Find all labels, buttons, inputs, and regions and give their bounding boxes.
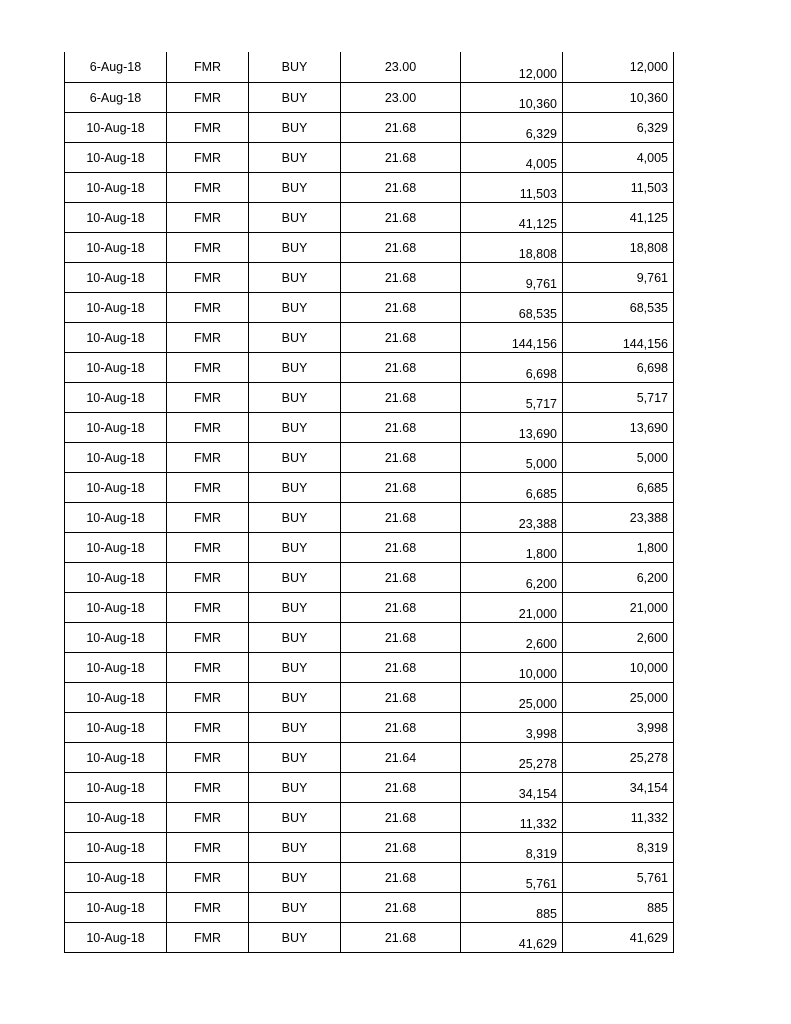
price-cell: 21.68	[341, 532, 461, 562]
transaction-type-cell: BUY	[249, 472, 341, 502]
transaction-type-cell: BUY	[249, 742, 341, 772]
total-cell: 8,319	[563, 832, 674, 862]
total-cell: 5,000	[563, 442, 674, 472]
table-row	[65, 922, 674, 952]
total-cell: 25,000	[563, 682, 674, 712]
quantity-cell: 6,329	[461, 112, 563, 142]
price-cell: 21.68	[341, 262, 461, 292]
entity-cell: FMR	[167, 922, 249, 952]
price-cell: 21.68	[341, 772, 461, 802]
quantity-cell: 9,761	[461, 262, 563, 292]
transaction-type-cell: BUY	[249, 532, 341, 562]
table-row	[65, 532, 674, 562]
entity-cell: FMR	[167, 742, 249, 772]
transaction-type-cell: BUY	[249, 832, 341, 862]
quantity-cell: 12,000	[461, 52, 563, 82]
quantity-cell: 2,600	[461, 622, 563, 652]
entity-cell: FMR	[167, 532, 249, 562]
transaction-type-cell: BUY	[249, 442, 341, 472]
trade-date-cell: 10-Aug-18	[65, 622, 167, 652]
transaction-type-cell: BUY	[249, 622, 341, 652]
transaction-type-cell: BUY	[249, 892, 341, 922]
trade-date-cell: 10-Aug-18	[65, 292, 167, 322]
price-cell: 21.68	[341, 382, 461, 412]
total-cell: 10,000	[563, 652, 674, 682]
quantity-cell: 23,388	[461, 502, 563, 532]
quantity-cell: 144,156	[461, 322, 563, 352]
trade-date-cell: 6-Aug-18	[65, 52, 167, 82]
price-cell: 21.68	[341, 232, 461, 262]
quantity-cell: 5,717	[461, 382, 563, 412]
total-cell: 68,535	[563, 292, 674, 322]
total-cell: 21,000	[563, 592, 674, 622]
table-row	[65, 592, 674, 622]
entity-cell: FMR	[167, 592, 249, 622]
total-cell: 13,690	[563, 412, 674, 442]
entity-cell: FMR	[167, 892, 249, 922]
price-cell: 21.68	[341, 712, 461, 742]
price-cell: 21.68	[341, 442, 461, 472]
entity-cell: FMR	[167, 772, 249, 802]
price-cell: 21.68	[341, 412, 461, 442]
quantity-cell: 68,535	[461, 292, 563, 322]
trade-date-cell: 10-Aug-18	[65, 112, 167, 142]
price-cell: 21.68	[341, 922, 461, 952]
table-row	[65, 142, 674, 172]
entity-cell: FMR	[167, 682, 249, 712]
quantity-cell: 10,360	[461, 82, 563, 112]
price-cell: 21.68	[341, 862, 461, 892]
entity-cell: FMR	[167, 232, 249, 262]
entity-cell: FMR	[167, 82, 249, 112]
price-cell: 21.68	[341, 142, 461, 172]
entity-cell: FMR	[167, 832, 249, 862]
table-row	[65, 112, 674, 142]
transaction-type-cell: BUY	[249, 292, 341, 322]
quantity-cell: 13,690	[461, 412, 563, 442]
total-cell: 11,332	[563, 802, 674, 832]
price-cell: 21.68	[341, 202, 461, 232]
total-cell: 25,278	[563, 742, 674, 772]
trade-date-cell: 6-Aug-18	[65, 82, 167, 112]
total-cell: 2,600	[563, 622, 674, 652]
transaction-type-cell: BUY	[249, 922, 341, 952]
quantity-cell: 5,000	[461, 442, 563, 472]
quantity-cell: 21,000	[461, 592, 563, 622]
total-cell: 23,388	[563, 502, 674, 532]
total-cell: 4,005	[563, 142, 674, 172]
quantity-cell: 1,800	[461, 532, 563, 562]
transactions-table-body	[65, 52, 674, 952]
table-row	[65, 232, 674, 262]
trade-date-cell: 10-Aug-18	[65, 142, 167, 172]
quantity-cell: 11,332	[461, 802, 563, 832]
entity-cell: FMR	[167, 562, 249, 592]
entity-cell: FMR	[167, 502, 249, 532]
table-row	[65, 202, 674, 232]
entity-cell: FMR	[167, 262, 249, 292]
price-cell: 23.00	[341, 82, 461, 112]
table-row	[65, 862, 674, 892]
transaction-type-cell: BUY	[249, 862, 341, 892]
trade-date-cell: 10-Aug-18	[65, 712, 167, 742]
trade-date-cell: 10-Aug-18	[65, 172, 167, 202]
trade-date-cell: 10-Aug-18	[65, 232, 167, 262]
quantity-cell: 41,629	[461, 922, 563, 952]
price-cell: 21.68	[341, 562, 461, 592]
total-cell: 41,629	[563, 922, 674, 952]
entity-cell: FMR	[167, 802, 249, 832]
table-row	[65, 412, 674, 442]
entity-cell: FMR	[167, 352, 249, 382]
transaction-type-cell: BUY	[249, 712, 341, 742]
table-row	[65, 562, 674, 592]
entity-cell: FMR	[167, 442, 249, 472]
price-cell: 21.68	[341, 802, 461, 832]
price-cell: 21.68	[341, 892, 461, 922]
entity-cell: FMR	[167, 292, 249, 322]
trade-date-cell: 10-Aug-18	[65, 502, 167, 532]
table-row	[65, 442, 674, 472]
transaction-type-cell: BUY	[249, 202, 341, 232]
quantity-cell: 885	[461, 892, 563, 922]
table-row	[65, 772, 674, 802]
table-row	[65, 322, 674, 352]
transaction-type-cell: BUY	[249, 562, 341, 592]
transaction-type-cell: BUY	[249, 232, 341, 262]
table-row	[65, 742, 674, 772]
transaction-type-cell: BUY	[249, 412, 341, 442]
entity-cell: FMR	[167, 202, 249, 232]
total-cell: 10,360	[563, 82, 674, 112]
table-row	[65, 82, 674, 112]
quantity-cell: 5,761	[461, 862, 563, 892]
entity-cell: FMR	[167, 712, 249, 742]
transaction-type-cell: BUY	[249, 52, 341, 82]
trade-date-cell: 10-Aug-18	[65, 382, 167, 412]
price-cell: 21.68	[341, 322, 461, 352]
trade-date-cell: 10-Aug-18	[65, 262, 167, 292]
price-cell: 21.68	[341, 172, 461, 202]
quantity-cell: 8,319	[461, 832, 563, 862]
transaction-type-cell: BUY	[249, 82, 341, 112]
entity-cell: FMR	[167, 652, 249, 682]
quantity-cell: 41,125	[461, 202, 563, 232]
table-row	[65, 832, 674, 862]
entity-cell: FMR	[167, 412, 249, 442]
total-cell: 6,685	[563, 472, 674, 502]
quantity-cell: 18,808	[461, 232, 563, 262]
entity-cell: FMR	[167, 52, 249, 82]
total-cell: 18,808	[563, 232, 674, 262]
price-cell: 23.00	[341, 52, 461, 82]
trade-date-cell: 10-Aug-18	[65, 202, 167, 232]
table-row	[65, 892, 674, 922]
total-cell: 144,156	[563, 322, 674, 352]
entity-cell: FMR	[167, 142, 249, 172]
transaction-type-cell: BUY	[249, 172, 341, 202]
trade-date-cell: 10-Aug-18	[65, 412, 167, 442]
transaction-type-cell: BUY	[249, 772, 341, 802]
total-cell: 6,200	[563, 562, 674, 592]
price-cell: 21.68	[341, 352, 461, 382]
transaction-type-cell: BUY	[249, 592, 341, 622]
price-cell: 21.68	[341, 682, 461, 712]
entity-cell: FMR	[167, 862, 249, 892]
entity-cell: FMR	[167, 322, 249, 352]
price-cell: 21.68	[341, 292, 461, 322]
entity-cell: FMR	[167, 472, 249, 502]
price-cell: 21.68	[341, 502, 461, 532]
trade-date-cell: 10-Aug-18	[65, 592, 167, 622]
transactions-table	[64, 52, 674, 953]
trade-date-cell: 10-Aug-18	[65, 532, 167, 562]
table-row	[65, 712, 674, 742]
quantity-cell: 10,000	[461, 652, 563, 682]
price-cell: 21.68	[341, 622, 461, 652]
quantity-cell: 11,503	[461, 172, 563, 202]
total-cell: 41,125	[563, 202, 674, 232]
trade-date-cell: 10-Aug-18	[65, 742, 167, 772]
transaction-type-cell: BUY	[249, 112, 341, 142]
table-row	[65, 802, 674, 832]
price-cell: 21.68	[341, 652, 461, 682]
quantity-cell: 6,698	[461, 352, 563, 382]
trade-date-cell: 10-Aug-18	[65, 352, 167, 382]
transaction-type-cell: BUY	[249, 322, 341, 352]
trade-date-cell: 10-Aug-18	[65, 682, 167, 712]
transaction-type-cell: BUY	[249, 382, 341, 412]
transaction-type-cell: BUY	[249, 262, 341, 292]
table-row	[65, 292, 674, 322]
trade-date-cell: 10-Aug-18	[65, 652, 167, 682]
trade-date-cell: 10-Aug-18	[65, 322, 167, 352]
table-row	[65, 382, 674, 412]
table-row	[65, 622, 674, 652]
total-cell: 3,998	[563, 712, 674, 742]
table-row	[65, 52, 674, 82]
entity-cell: FMR	[167, 382, 249, 412]
total-cell: 34,154	[563, 772, 674, 802]
total-cell: 9,761	[563, 262, 674, 292]
price-cell: 21.68	[341, 472, 461, 502]
entity-cell: FMR	[167, 622, 249, 652]
quantity-cell: 25,278	[461, 742, 563, 772]
trade-date-cell: 10-Aug-18	[65, 772, 167, 802]
total-cell: 6,329	[563, 112, 674, 142]
table-row	[65, 502, 674, 532]
trade-date-cell: 10-Aug-18	[65, 442, 167, 472]
transaction-type-cell: BUY	[249, 352, 341, 382]
total-cell: 1,800	[563, 532, 674, 562]
quantity-cell: 3,998	[461, 712, 563, 742]
transaction-type-cell: BUY	[249, 682, 341, 712]
entity-cell: FMR	[167, 112, 249, 142]
trade-date-cell: 10-Aug-18	[65, 472, 167, 502]
quantity-cell: 34,154	[461, 772, 563, 802]
transaction-type-cell: BUY	[249, 652, 341, 682]
total-cell: 11,503	[563, 172, 674, 202]
total-cell: 12,000	[563, 52, 674, 82]
trade-date-cell: 10-Aug-18	[65, 862, 167, 892]
transaction-type-cell: BUY	[249, 142, 341, 172]
transaction-type-cell: BUY	[249, 502, 341, 532]
table-row	[65, 352, 674, 382]
price-cell: 21.64	[341, 742, 461, 772]
trade-date-cell: 10-Aug-18	[65, 922, 167, 952]
quantity-cell: 6,685	[461, 472, 563, 502]
transaction-type-cell: BUY	[249, 802, 341, 832]
quantity-cell: 6,200	[461, 562, 563, 592]
table-row	[65, 172, 674, 202]
price-cell: 21.68	[341, 112, 461, 142]
price-cell: 21.68	[341, 832, 461, 862]
table-row	[65, 652, 674, 682]
table-row	[65, 682, 674, 712]
total-cell: 5,717	[563, 382, 674, 412]
total-cell: 885	[563, 892, 674, 922]
entity-cell: FMR	[167, 172, 249, 202]
quantity-cell: 25,000	[461, 682, 563, 712]
trade-date-cell: 10-Aug-18	[65, 562, 167, 592]
trade-date-cell: 10-Aug-18	[65, 892, 167, 922]
table-row	[65, 472, 674, 502]
table-row	[65, 262, 674, 292]
quantity-cell: 4,005	[461, 142, 563, 172]
trade-date-cell: 10-Aug-18	[65, 802, 167, 832]
trade-date-cell: 10-Aug-18	[65, 832, 167, 862]
price-cell: 21.68	[341, 592, 461, 622]
total-cell: 6,698	[563, 352, 674, 382]
total-cell: 5,761	[563, 862, 674, 892]
